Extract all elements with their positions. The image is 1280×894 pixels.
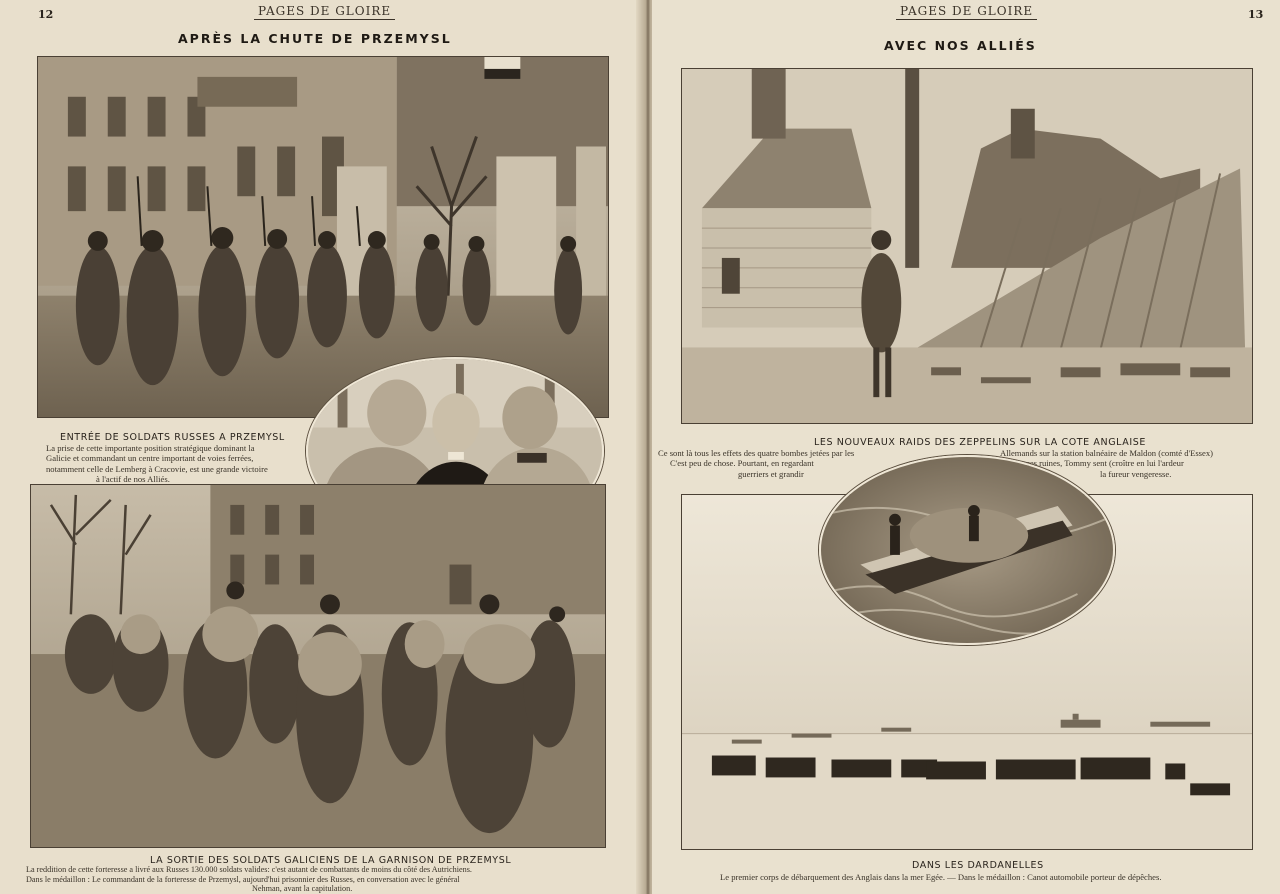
caption-line: Dans le médaillon : Le commandant de la forteresse de Przemysl, aujourd'hui prisonnier des Russes, en conversation avec le général	[26, 874, 460, 884]
caption-line: à l'actif de nos Alliés.	[96, 474, 170, 485]
photo-galician-soldiers-leaving	[30, 484, 606, 848]
article-title-left: APRÈS LA CHUTE DE PRZEMYSL	[178, 31, 452, 46]
article-title-right: AVEC NOS ALLIÉS	[884, 38, 1037, 53]
caption-line: ces ruines, Tommy sent (croître en lui l'ardeur	[1026, 458, 1184, 469]
caption-line: C'est peu de chose. Pourtant, en regardant	[670, 458, 814, 469]
medallion-dispatch-motor-boat	[819, 455, 1115, 645]
photo-zeppelin-raid-ruins	[681, 68, 1253, 424]
caption-line: la fureur vengeresse.	[1100, 468, 1172, 479]
running-head-right: PAGES DE GLOIRE	[896, 4, 1037, 20]
photo-russian-soldiers-entering	[37, 56, 609, 418]
caption-text-russian-soldiers	[46, 443, 301, 485]
caption-line: La prise de cette importante position stratégique dominant la	[46, 443, 255, 453]
caption-title-zeppelin-raids: LES NOUVEAUX RAIDS DES ZEPPELINS SUR LA COTE ANGLAISE	[814, 437, 1147, 448]
caption-title-russian-soldiers: ENTRÉE DE SOLDATS RUSSES A PRZEMYSL	[60, 432, 285, 443]
caption-line: guerriers et grandir	[738, 468, 804, 479]
caption-line: notamment celle de Lemberg à Cracovie, est une grande victoire	[46, 463, 268, 474]
caption-line: Allemands sur la station balnéaire de Maldon (comté d'Essex)	[1000, 448, 1213, 458]
page-number-left: 12	[38, 8, 54, 21]
caption-line: Nehman, avant la capitulation.	[252, 884, 353, 894]
caption-line: Ce sont là tous les effets des quatre bombes jetées par les	[658, 448, 855, 458]
caption-line: La reddition de cette forteresse a livré aux Russes 130.000 soldats valides: c'est autant de combattants de moins du côté des Autrichiens.	[26, 865, 472, 874]
page-number-right: 13	[1248, 8, 1264, 21]
right-page	[652, 0, 1280, 894]
caption-line: Galicie et commandant un centre important de voies ferrées,	[46, 453, 254, 464]
running-head-left: PAGES DE GLOIRE	[254, 4, 395, 20]
caption-title-dardanelles: DANS LES DARDANELLES	[912, 860, 1044, 871]
caption-text-galician-soldiers	[26, 865, 626, 894]
caption-title-galician-soldiers: LA SORTIE DES SOLDATS GALICIENS DE LA GARNISON DE PRZEMYSL	[150, 855, 512, 866]
caption-line: Le premier corps de débarquement des Anglais dans la mer Egée. — Dans le médaillon : Canot automobile porteur de dépêches.	[720, 872, 1162, 882]
caption-text-dardanelles	[720, 872, 1280, 882]
